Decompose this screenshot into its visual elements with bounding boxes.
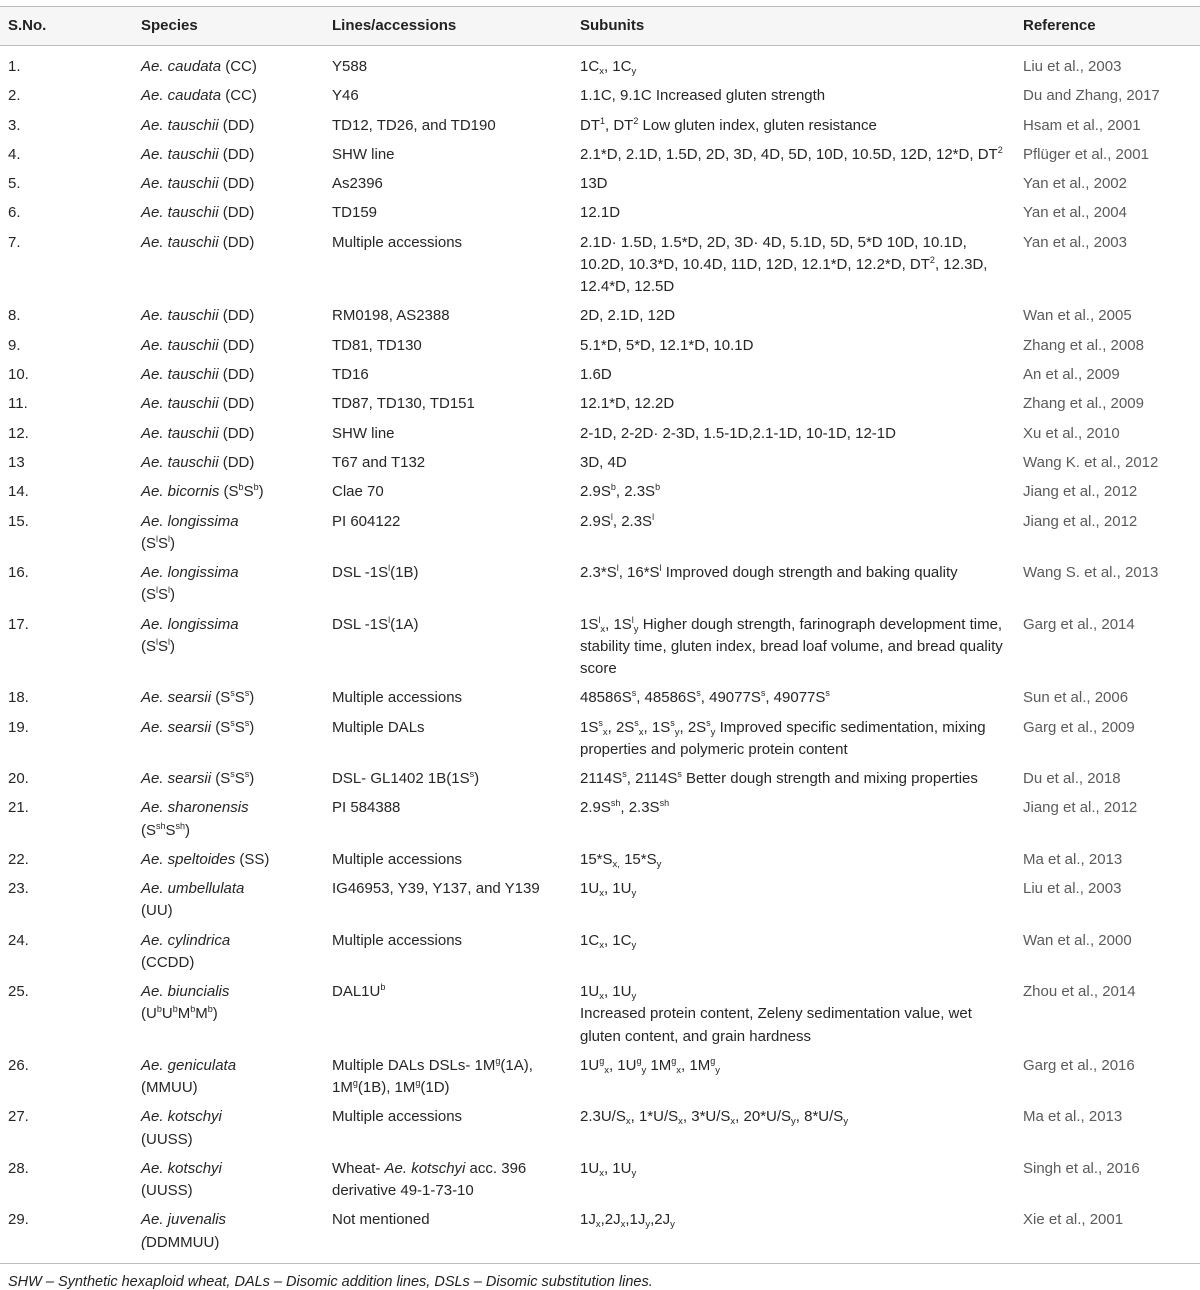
cell-lines: DSL $-1S^l(1A)$	[332, 614, 419, 633]
cell-sno: 15.	[8, 512, 29, 530]
genome-label: (CC)	[221, 58, 257, 75]
cell-lines: PI 584388	[332, 799, 401, 817]
cell-species	[135, 507, 326, 559]
cell-species	[135, 1103, 326, 1155]
cell-reference: Garg et al., 2014	[1023, 615, 1135, 633]
cell-species	[135, 684, 326, 713]
cell-subunits: $2.9S^{sh}$, $2.3S^{sh}$	[580, 798, 670, 817]
species-name: Ae. tauschii	[141, 204, 219, 222]
cell-subunits: $1J_x,2J_x,1J_y,2J_y$	[574, 1206, 1017, 1263]
cell-species	[135, 794, 326, 846]
genome-label: (DD)	[218, 307, 255, 325]
cell-lines: Multiple DALs	[332, 718, 425, 736]
genome-label: $(S^sS^s)$	[211, 688, 255, 707]
cell-sno: 1.	[8, 58, 21, 75]
table-row	[0, 1154, 1200, 1206]
table-row	[0, 199, 1200, 228]
genome-label: $(S^sS^s)$	[211, 769, 255, 788]
genome-label: $(S^lS^l)$	[141, 533, 176, 552]
genome-label: $(U^bU^bM^bM^b)$	[141, 1004, 218, 1023]
cell-species	[135, 390, 326, 419]
cell-reference: Garg et al., 2016	[1023, 1056, 1135, 1074]
cell-species	[135, 228, 326, 302]
cell-sno: 2.	[8, 87, 21, 105]
cell-lines: Wheat- Ae. kotschyi acc. 396 derivative 49-1-73-10	[332, 1159, 527, 1200]
cell-lines: T67 and T132	[332, 453, 426, 471]
cell-species	[135, 1206, 326, 1263]
cell-reference: Jiang et al., 2012	[1023, 512, 1138, 530]
cell-sno: 17.	[8, 615, 29, 633]
cell-lines: TD159	[332, 204, 378, 222]
table-row	[0, 926, 1200, 978]
cell-lines: Y46	[332, 87, 359, 105]
cell-subunits: $15*S_{x,}$ $15*S_y$	[580, 850, 662, 870]
species-name: Ae. tauschii	[141, 307, 219, 325]
cell-lines: TD16	[332, 366, 369, 384]
table-row	[0, 419, 1200, 448]
cell-reference: Xu et al., 2010	[1023, 424, 1120, 442]
species-name: Ae. searsii	[141, 718, 212, 736]
table-row	[0, 361, 1200, 390]
species-name: Ae. bicornis	[141, 483, 220, 501]
cell-subunits: $1U_x$, $1U_y$	[580, 1159, 637, 1179]
table-row	[0, 845, 1200, 874]
header-reference: Reference	[1017, 7, 1200, 46]
cell-species	[135, 926, 326, 978]
genome-label: (CCDD)	[141, 953, 195, 971]
genome-label: (SS)	[235, 850, 270, 868]
cell-sno: 27.	[8, 1108, 29, 1126]
cell-subunits: $2114S^s$, $2114S^s$ Better dough strength and mixing properties	[580, 769, 978, 788]
cell-sno: 18.	[8, 689, 29, 707]
cell-lines: Not mentioned	[326, 1206, 574, 1263]
cell-subunits: $2.9S^l$, $2.3S^l$	[580, 511, 655, 530]
genome-label: (DD)	[218, 204, 255, 222]
cell-reference: Zhou et al., 2014	[1023, 983, 1136, 1001]
species-name: Ae. tauschii	[141, 116, 219, 134]
species-name: Ae. speltoides	[141, 850, 236, 868]
cell-reference: Xie et al., 2001	[1017, 1206, 1200, 1263]
cell-species	[135, 361, 326, 390]
table-footnote: SHW – Synthetic hexaploid wheat, DALs – Disomic addition lines, DSLs – Disomic substitution lines.	[8, 1273, 653, 1290]
cell-species	[135, 419, 326, 448]
genome-label: $(S^lS^l)$	[141, 585, 176, 604]
species-name: Ae. searsii	[141, 689, 212, 707]
cell-sno: 12.	[8, 424, 29, 442]
cell-species	[135, 111, 326, 140]
genome-label: (CC)	[221, 87, 257, 105]
cell-reference: Garg et al., 2009	[1023, 718, 1135, 736]
species-name: Ae. cylindrica	[141, 931, 231, 949]
species-name: Ae. juvenalis	[141, 1211, 227, 1229]
cell-sno: 10.	[8, 366, 29, 384]
cell-species	[135, 302, 326, 331]
genome-label: (MMUU)	[141, 1079, 198, 1097]
genome-label: $(S^lS^l)$	[141, 636, 176, 655]
cell-reference: Du and Zhang, 2017	[1023, 87, 1160, 105]
cell-reference: Yan et al., 2002	[1023, 175, 1127, 193]
cell-species	[135, 1051, 326, 1103]
cell-lines: SHW line	[332, 145, 395, 163]
header-subunits: Subunits	[574, 7, 1017, 46]
cell-subunits: $2.3*S^l$, $16*S^l$ Improved dough strength and baking quality	[580, 563, 958, 582]
header-lines: Lines/accessions	[326, 7, 574, 46]
cell-reference: Singh et al., 2016	[1023, 1159, 1140, 1177]
cell-reference: Yan et al., 2003	[1023, 233, 1127, 251]
genome-label: $(S^{sh}S^{sh})$	[141, 820, 191, 839]
genome-label: (DD)	[218, 145, 255, 163]
table-row	[0, 507, 1200, 559]
species-name: Ae. sharonensis	[141, 799, 249, 817]
cell-sno: 23.	[8, 880, 29, 898]
cell-lines: IG46953, Y39, Y137, and Y139	[332, 880, 540, 898]
table-row	[0, 765, 1200, 794]
cell-lines: PI 604122	[332, 512, 401, 530]
cell-lines: Multiple accessions	[332, 931, 463, 949]
species-name: Ae. biuncialis	[141, 983, 230, 1001]
cell-sno: 21.	[8, 799, 29, 817]
cell-sno: 11.	[8, 395, 28, 413]
species-name: Ae. searsii	[141, 770, 212, 788]
cell-sno: 13	[8, 453, 25, 471]
cell-reference: An et al., 2009	[1023, 366, 1120, 384]
cell-sno: 8.	[8, 307, 21, 325]
genome-label: (UUSS)	[141, 1182, 193, 1200]
cell-sno: 26.	[8, 1056, 29, 1074]
table-row	[0, 390, 1200, 419]
table-row	[0, 978, 1200, 1052]
table-row	[0, 448, 1200, 477]
cell-species	[135, 875, 326, 927]
cell-lines: Multiple accessions	[332, 850, 463, 868]
cell-reference: Pflüger et al., 2001	[1023, 145, 1149, 163]
cell-subunits: 2.1D· 1.5D, 1.5*D, 2D, 3D· 4D, 5.1D, 5D, 5*D 10D, 10.1D, 10.2D, 10.3*D, 10.4D, 11D, 12D, 12.1*D, 12.2*D, $DT^2$, 12.3D, 12.4*D, 12.5D	[580, 233, 988, 296]
cell-lines: TD81, TD130	[332, 336, 422, 354]
cell-sno: 28.	[8, 1159, 29, 1177]
cell-lines: DSL $-1S^l(1B)$	[332, 563, 419, 582]
cell-lines: As2396	[332, 175, 383, 193]
species-name: Ae. tauschii	[141, 453, 219, 471]
cell-subunits: 5.1*D, 5*D, 12.1*D, 10.1D	[580, 336, 754, 354]
genome-label: $(S^bS^b)$	[219, 482, 264, 501]
species-name: Ae. longissima	[141, 615, 239, 633]
table-row	[0, 1206, 1200, 1263]
species-name: Ae. tauschii	[141, 175, 219, 193]
cell-reference: Ma et al., 2013	[1023, 1108, 1123, 1126]
table-row	[0, 559, 1200, 611]
species-name: Ae. tauschii	[141, 424, 219, 442]
cell-reference: Liu et al., 2003	[1023, 880, 1122, 898]
cell-lines: Clae 70	[332, 483, 384, 501]
cell-sno: 22.	[8, 850, 29, 868]
cell-sno: 3.	[8, 116, 21, 134]
cell-reference: Sun et al., 2006	[1023, 689, 1129, 707]
cell-sno: 9.	[8, 336, 21, 354]
cell-reference: Hsam et al., 2001	[1023, 116, 1141, 134]
cell-species	[135, 1154, 326, 1206]
species-name: Ae. tauschii	[141, 366, 219, 384]
cell-reference: Jiang et al., 2012	[1023, 799, 1138, 817]
genome-label: (DD)	[218, 116, 255, 134]
cell-sno: 25.	[8, 983, 29, 1001]
genome-label: (DD)	[218, 175, 255, 193]
cell-lines: Multiple DALs DSLs- $1M^g(1A)$, $1M^g(1B)$, $1M^g(1D)$	[332, 1055, 533, 1097]
cell-species	[135, 46, 326, 82]
cell-lines: TD87, TD130, TD151	[332, 395, 475, 413]
cell-subunits: 3D, 4D	[580, 453, 627, 471]
genome-label: (DD)	[218, 233, 255, 251]
cell-subunits: $1U_x$, $1U_y$ Increased protein content, Zeleny sedimentation value, wet gluten content, and grain hardness	[580, 983, 972, 1045]
species-name: Ae. kotschyi	[141, 1159, 222, 1177]
cell-sno: 4.	[8, 145, 21, 163]
cell-sno: 5.	[8, 175, 21, 193]
table-row	[0, 1051, 1200, 1103]
cell-reference: Du et al., 2018	[1023, 770, 1121, 788]
table-row	[0, 82, 1200, 111]
table-row	[0, 713, 1200, 765]
data-table	[0, 6, 1200, 1264]
cell-subunits: $1C_x$, $1C_y$	[580, 58, 637, 77]
species-name: Ae. geniculata	[141, 1056, 237, 1074]
table-row	[0, 794, 1200, 846]
species-name: Ae. tauschii	[141, 336, 219, 354]
species-name: Ae. tauschii	[141, 395, 219, 413]
table-row	[0, 875, 1200, 927]
table-body	[0, 46, 1200, 1264]
cell-species	[135, 140, 326, 169]
genome-label: (UUSS)	[141, 1130, 193, 1148]
cell-reference: Ma et al., 2013	[1023, 850, 1123, 868]
cell-subunits: 2-1D, 2-2D· 2-3D, 1.5-1D,2.1-1D, 10-1D, 12-1D	[580, 424, 896, 442]
cell-lines: SHW line	[332, 424, 395, 442]
cell-sno: 16.	[8, 564, 29, 582]
cell-lines: $DAL1U^b$	[332, 982, 386, 1001]
species-name: Ae. caudata	[141, 87, 222, 105]
table-row	[0, 302, 1200, 331]
genome-label: (DDMMUU)	[141, 1233, 220, 1251]
cell-sno: 29.	[0, 1206, 135, 1263]
cell-subunits: $1U_x$, $1U_y$	[580, 880, 637, 900]
species-name: Ae. longissima	[141, 564, 239, 582]
cell-lines: DSL- GL1402 $1B(1S^s)$	[332, 769, 480, 788]
cell-species	[135, 610, 326, 684]
cell-subunits: 2.1*D, 2.1D, 1.5D, 2D, 3D, 4D, 5D, 10D, 10.5D, 12D, 12*D, $DT^2$	[580, 144, 1003, 163]
cell-subunits: $48586S^s$, $48586S^s$, $49077S^s$, $49077S^s$	[580, 688, 830, 707]
cell-lines: RM0198, AS2388	[332, 307, 450, 325]
cell-subunits: $2.9S^b$, $2.3S^b$	[580, 482, 661, 501]
table-row	[0, 140, 1200, 169]
cell-species	[135, 845, 326, 874]
cell-subunits: $1S^l_x$, $1S^l_y$ Higher dough strength, farinograph development time, stability time, gluten index, bread loaf volume, and bread quality score	[580, 614, 1003, 677]
cell-lines: TD12, TD26, and TD190	[332, 116, 496, 134]
cell-species	[135, 448, 326, 477]
cell-reference: Wang K. et al., 2012	[1023, 453, 1159, 471]
genome-label: (DD)	[218, 453, 255, 471]
header-species: Species	[135, 7, 326, 46]
cell-reference: Yan et al., 2004	[1023, 204, 1127, 222]
genome-label: (DD)	[218, 336, 255, 354]
table-row	[0, 610, 1200, 684]
cell-subunits: 1.1C, 9.1C Increased gluten strength	[580, 87, 826, 105]
cell-sno: 24.	[8, 931, 29, 949]
table-row	[0, 170, 1200, 199]
cell-reference: Zhang et al., 2008	[1023, 336, 1144, 354]
cell-species	[135, 170, 326, 199]
cell-species	[135, 82, 326, 111]
genome-label: $(S^sS^s)$	[211, 717, 255, 736]
cell-reference: Wan et al., 2005	[1023, 307, 1132, 325]
cell-species	[135, 478, 326, 507]
cell-subunits: 2D, 2.1D, 12D	[580, 307, 676, 325]
cell-species	[135, 559, 326, 611]
cell-sno: 14.	[8, 483, 29, 501]
header-sno: S.No.	[0, 7, 135, 46]
cell-reference: Wan et al., 2000	[1023, 931, 1132, 949]
cell-reference: Wang S. et al., 2013	[1023, 564, 1159, 582]
cell-lines: Multiple accessions	[332, 689, 463, 707]
species-name: Ae. longissima	[141, 512, 239, 530]
cell-subunits: 12.1*D, 12.2D	[580, 395, 675, 413]
table-row	[0, 331, 1200, 360]
cell-species	[135, 765, 326, 794]
species-name: Ae. tauschii	[141, 233, 219, 251]
species-name: Ae. caudata	[141, 58, 222, 75]
cell-subunits: $1U^g_x$, $1U^g_y$ $1M^g_x$, $1M^g_y$	[580, 1055, 720, 1076]
cell-sno: 6.	[8, 204, 21, 222]
cell-subunits: $2.3U/S_x$, $1*U/S_x$, $3*U/S_x$, $20*U/S_y$, $8*U/S_y$	[580, 1108, 849, 1128]
cell-subunits: 13D	[580, 175, 608, 193]
cell-subunits: 1.6D	[580, 366, 612, 384]
cell-reference: Zhang et al., 2009	[1023, 395, 1144, 413]
cell-sno: 20.	[8, 770, 29, 788]
cell-species	[135, 978, 326, 1052]
table-row	[0, 46, 1200, 82]
table-row	[0, 111, 1200, 140]
species-name: Ae. kotschyi	[141, 1108, 222, 1126]
genome-label: (DD)	[218, 395, 255, 413]
cell-lines: Y588	[332, 58, 368, 75]
table-row	[0, 228, 1200, 302]
cell-reference: Liu et al., 2003	[1023, 58, 1122, 75]
cell-species	[135, 713, 326, 765]
table-row	[0, 684, 1200, 713]
genome-label: (UU)	[141, 902, 173, 920]
cell-lines: Multiple accessions	[332, 233, 463, 251]
genome-label: (DD)	[218, 366, 255, 384]
cell-sno: 7.	[8, 233, 21, 251]
cell-species	[135, 199, 326, 228]
cell-subunits: 12.1D	[580, 204, 621, 222]
species-name: Ae. umbellulata	[141, 880, 245, 898]
cell-species	[135, 331, 326, 360]
header-row	[0, 7, 1200, 46]
cell-reference: Jiang et al., 2012	[1023, 483, 1138, 501]
cell-subunits: $1C_x$, $1C_y$	[580, 931, 637, 951]
cell-subunits: $DT^1$, $DT^2$ Low gluten index, gluten resistance	[580, 115, 877, 134]
species-name: Ae. tauschii	[141, 145, 219, 163]
cell-subunits: $1S^s_x$, $2S^s_x$, $1S^s_y$, $2S^s_y$ Improved specific sedimentation, mixing properties and polymeric protein content	[580, 717, 986, 758]
cell-lines: Multiple accessions	[332, 1108, 463, 1126]
table-row	[0, 478, 1200, 507]
cell-sno: 19.	[8, 718, 29, 736]
table-row	[0, 1103, 1200, 1155]
genome-label: (DD)	[218, 424, 255, 442]
